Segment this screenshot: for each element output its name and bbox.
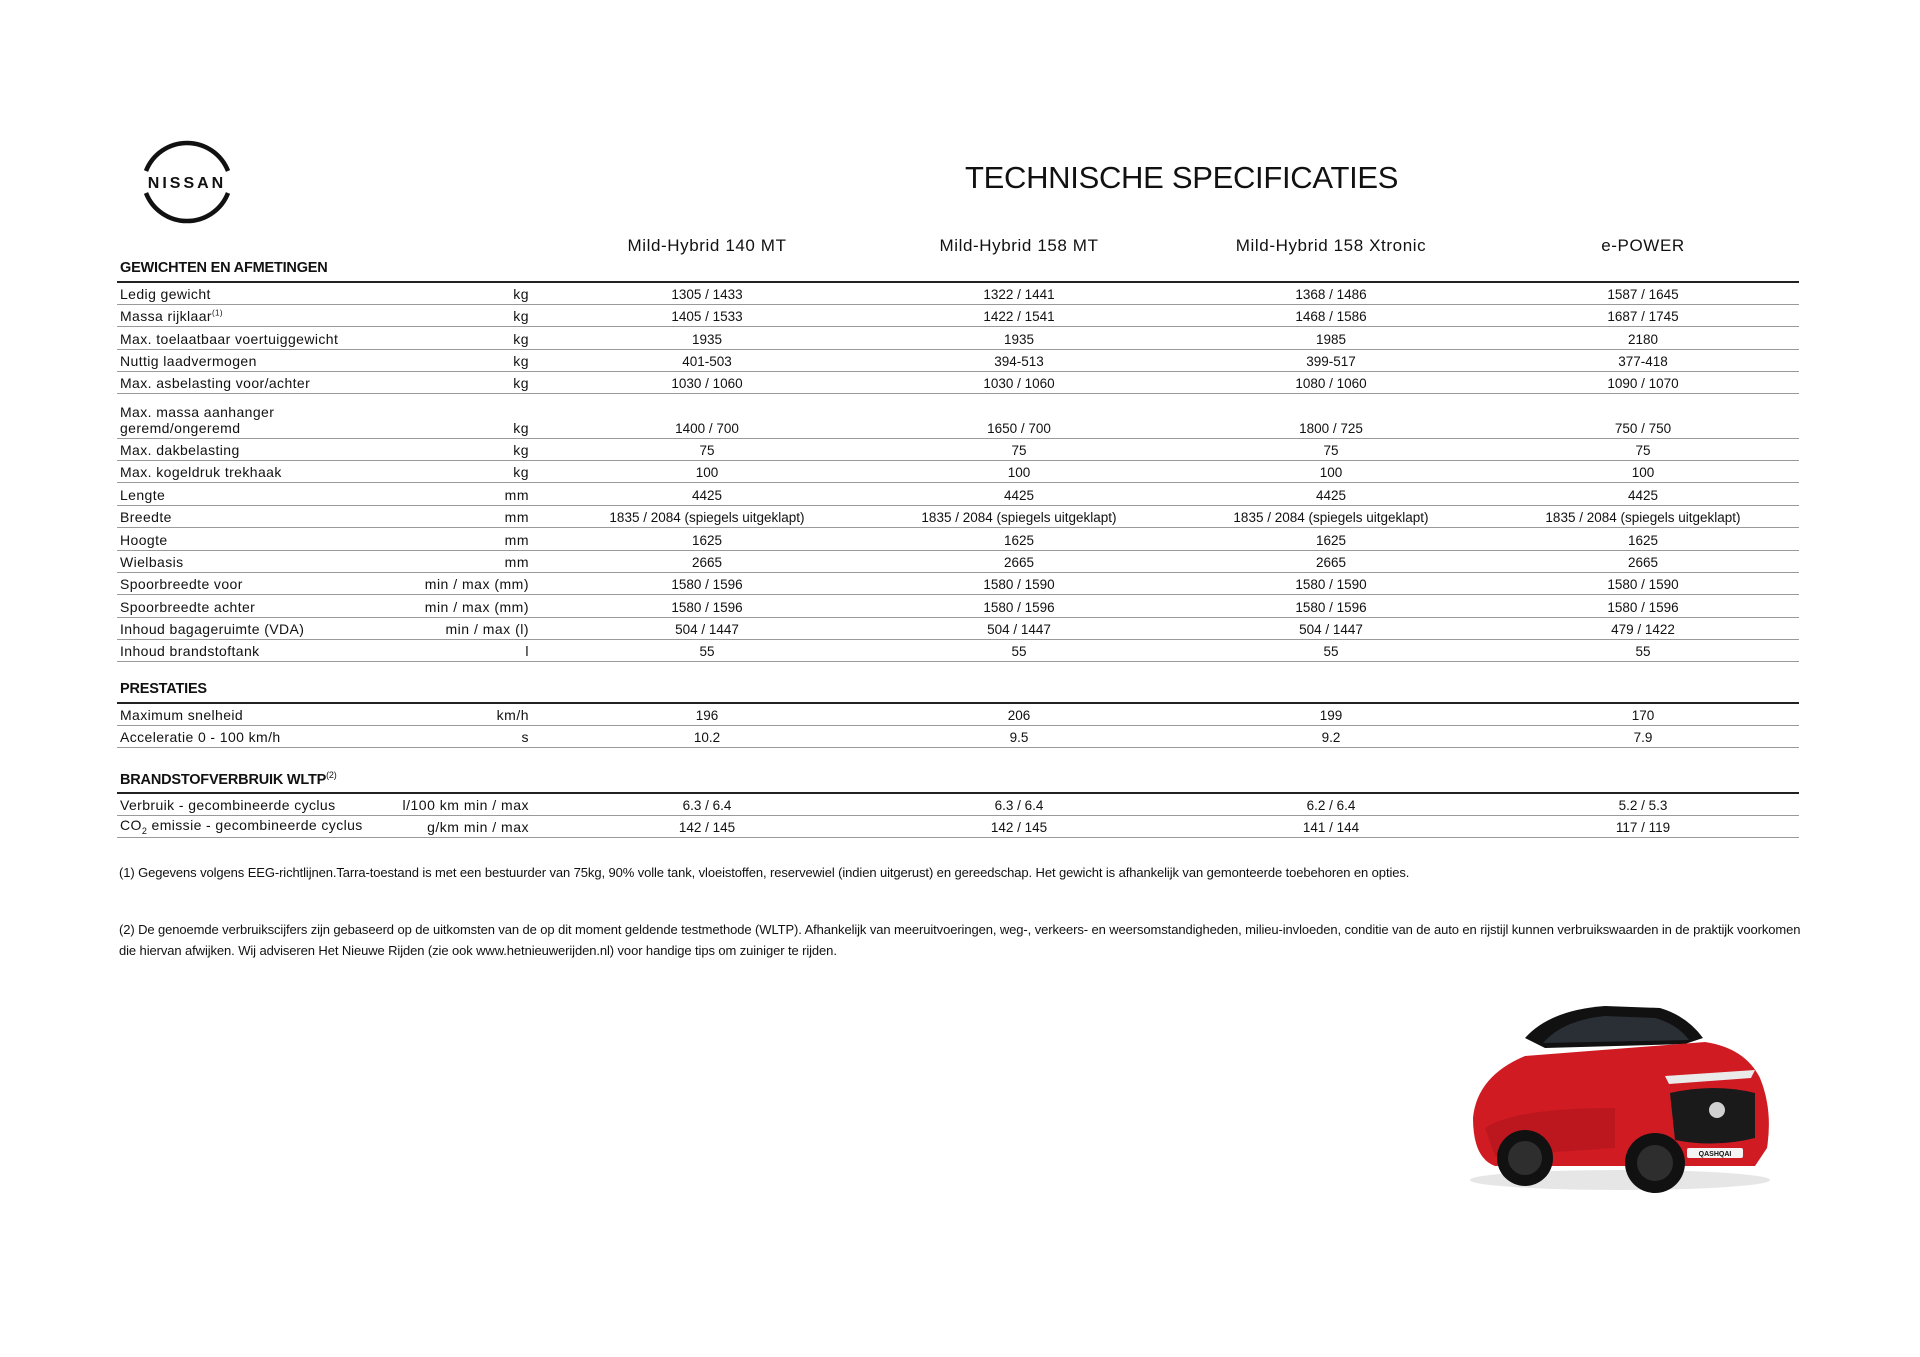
row-value: 100 bbox=[1631, 465, 1655, 481]
row-value: 1935 bbox=[1003, 331, 1035, 347]
row-value: 6.2 / 6.4 bbox=[1306, 798, 1356, 813]
row-value: 4425 bbox=[1315, 487, 1347, 503]
row-value: 1625 bbox=[691, 532, 723, 548]
row-value: 1305 / 1433 bbox=[671, 287, 743, 302]
table-row bbox=[117, 327, 1799, 350]
column-header: Mild-Hybrid 140 MT bbox=[627, 236, 787, 255]
row-unit: mm bbox=[504, 509, 529, 526]
row-label: Maximum snelheid bbox=[120, 707, 244, 723]
row-value: 4425 bbox=[1003, 487, 1035, 503]
row-unit: kg bbox=[513, 330, 529, 347]
row-label: Max. asbelasting voor/achter bbox=[120, 375, 311, 392]
row-value: 206 bbox=[1007, 708, 1031, 723]
row-label: Max. dakbelasting bbox=[120, 442, 240, 459]
section-title-consumption: BRANDSTOFVERBRUIK WLTP$^{(2)}$ bbox=[120, 770, 337, 788]
row-value: 100 bbox=[1007, 465, 1031, 481]
table-row bbox=[117, 572, 1799, 595]
row-unit: kg bbox=[513, 375, 529, 392]
car-badge: QASHQAI bbox=[1698, 1151, 1732, 1158]
footnote-1: (1) Gegevens volgens EEG-richtlijnen.Tarra-toestand is met een bestuurder van 75kg, 90% volle tank, vloeistoffen, reservewiel (indien uitgerust) en gereedschap. Het gewicht is afhankelijk van gemonteerde toebehoren en opties. bbox=[119, 865, 1410, 880]
row-value: 9.5 bbox=[1009, 730, 1029, 746]
row-value: 1030 / 1060 bbox=[671, 376, 743, 392]
row-label: Ledig gewicht bbox=[120, 286, 211, 302]
row-value: 2665 bbox=[1627, 554, 1659, 570]
row-label: Hoogte bbox=[120, 531, 168, 548]
table-row bbox=[117, 394, 1799, 439]
table-row bbox=[117, 505, 1799, 528]
table-row bbox=[117, 703, 1799, 726]
row-value: 1030 / 1060 bbox=[983, 376, 1055, 392]
row-value: 1835 / 2084 (spiegels uitgeklapt) bbox=[609, 510, 805, 526]
row-value: 141 / 144 bbox=[1302, 820, 1360, 836]
row-value: 394-513 bbox=[994, 354, 1044, 370]
row-value: 100 bbox=[695, 465, 719, 481]
column-header: Mild-Hybrid 158 Xtronic bbox=[1235, 236, 1427, 255]
row-value: 1835 / 2084 (spiegels uitgeklapt) bbox=[921, 510, 1117, 526]
row-unit: min / max (l) bbox=[445, 620, 529, 637]
row-value: 1625 bbox=[1003, 532, 1035, 548]
row-value: 1835 / 2084 (spiegels uitgeklapt) bbox=[1233, 510, 1429, 526]
row-value: 196 bbox=[695, 708, 719, 723]
row-value: 1090 / 1070 bbox=[1607, 376, 1679, 392]
row-unit: g/km min / max bbox=[427, 819, 529, 836]
row-value: 2665 bbox=[691, 554, 723, 570]
row-value: 399-517 bbox=[1306, 354, 1356, 370]
row-value: 1422 / 1541 bbox=[983, 309, 1055, 325]
row-unit: s bbox=[521, 729, 529, 746]
row-value: 1400 / 700 bbox=[675, 420, 739, 436]
table-row bbox=[117, 793, 1799, 816]
row-value: 401-503 bbox=[682, 354, 732, 370]
table-row bbox=[117, 725, 1799, 748]
row-value: 75 bbox=[1323, 443, 1339, 459]
section-title-performance: PRESTATIES bbox=[120, 681, 207, 697]
row-value: 55 bbox=[699, 644, 715, 660]
page-title: TECHNISCHE SPECIFICATIES bbox=[965, 160, 1399, 195]
footnote-2: (2) De genoemde verbruikscijfers zijn gebaseerd op de uitkomsten van de op dit moment geldende testmethode (WLTP). Afhankelijk van meeruitvoeringen, weg-, verkeers- en weersomstandigheden, milieu-invloeden, conditie van de auto en rijstijl kunnen verbruikswaarden in de praktijk voorkomen die hiervan afwijken. Wij adviseren Het Nieuwe Rijden (zie ook www.hetnieuwerijden.nl) voor handige tips om zuiniger te rijden. bbox=[119, 922, 1801, 958]
row-value: 199 bbox=[1319, 708, 1343, 723]
row-label: Max. toelaatbaar voertuiggewicht bbox=[120, 330, 339, 347]
table-row bbox=[117, 815, 1799, 838]
row-value: 750 / 750 bbox=[1614, 420, 1672, 436]
row-value: 377-418 bbox=[1618, 354, 1668, 370]
row-unit: kg bbox=[513, 442, 529, 459]
table-row bbox=[117, 304, 1799, 327]
row-label: Spoorbreedte voor bbox=[120, 576, 243, 593]
table-row bbox=[117, 550, 1799, 573]
row-value: 7.9 bbox=[1633, 730, 1653, 746]
row-value: 5.2 / 5.3 bbox=[1618, 798, 1668, 813]
row-unit: min / max (mm) bbox=[424, 598, 529, 615]
row-value: 117 / 119 bbox=[1615, 820, 1671, 836]
row-unit: kg bbox=[513, 353, 529, 370]
table-row bbox=[117, 639, 1799, 662]
car-image bbox=[1455, 998, 1785, 1198]
row-label: Max. kogeldruk trekhaak bbox=[120, 464, 282, 481]
table-row bbox=[117, 483, 1799, 506]
row-unit: min / max (mm) bbox=[424, 576, 529, 593]
row-label: $CO_2$ emissie - gecombineerde cyclus bbox=[120, 816, 363, 836]
table-row bbox=[117, 528, 1799, 551]
row-label: Inhoud brandstoftank bbox=[120, 643, 260, 660]
row-unit: l/100 km min / max bbox=[402, 797, 529, 813]
row-value: 55 bbox=[1323, 644, 1339, 660]
table-row bbox=[117, 438, 1799, 461]
row-value: 1405 / 1533 bbox=[671, 309, 743, 325]
row-unit: kg bbox=[513, 464, 529, 481]
row-unit: kg bbox=[513, 419, 529, 436]
row-value: 55 bbox=[1635, 644, 1651, 660]
row-value: 6.3 / 6.4 bbox=[682, 798, 732, 813]
nissan-logo bbox=[132, 137, 242, 227]
row-value: 1625 bbox=[1315, 532, 1347, 548]
column-header: Mild-Hybrid 158 MT bbox=[939, 236, 1099, 255]
row-label: Spoorbreedte achter bbox=[120, 598, 256, 615]
row-value: 1580 / 1590 bbox=[983, 577, 1055, 593]
row-value: 75 bbox=[1011, 443, 1027, 459]
row-value: 1650 / 700 bbox=[987, 420, 1051, 436]
row-value: 142 / 145 bbox=[678, 820, 736, 836]
row-label: Verbruik - gecombineerde cyclus bbox=[120, 797, 336, 813]
row-value: 4425 bbox=[1627, 487, 1659, 503]
table-row bbox=[117, 349, 1799, 372]
row-value: 1580 / 1596 bbox=[1295, 599, 1367, 615]
table-row bbox=[117, 595, 1799, 618]
row-value: 10.2 bbox=[693, 730, 721, 746]
row-value: 75 bbox=[1635, 443, 1651, 459]
row-unit: mm bbox=[504, 531, 529, 548]
table-row bbox=[117, 371, 1799, 394]
row-value: 1580 / 1590 bbox=[1295, 577, 1367, 593]
row-value: 1580 / 1590 bbox=[1607, 577, 1679, 593]
column-header: e-POWER bbox=[1601, 236, 1685, 255]
row-value: 1368 / 1486 bbox=[1295, 287, 1367, 302]
row-value: 75 bbox=[699, 443, 715, 459]
row-label: Max. massa aanhanger geremd/ongeremd bbox=[120, 403, 275, 436]
row-value: 1985 bbox=[1315, 331, 1347, 347]
row-value: 1580 / 1596 bbox=[1607, 599, 1679, 615]
row-value: 504 / 1447 bbox=[675, 621, 739, 637]
row-value: 1687 / 1745 bbox=[1607, 309, 1679, 325]
row-value: 1580 / 1596 bbox=[671, 577, 743, 593]
table-row bbox=[117, 282, 1799, 305]
row-label: Massa rijklaar$^{(1)}$ bbox=[120, 308, 223, 325]
row-label: Acceleratie 0 - 100 km/h bbox=[120, 729, 281, 746]
table-row bbox=[117, 460, 1799, 483]
row-value: 1580 / 1596 bbox=[671, 599, 743, 615]
row-label: Lengte bbox=[120, 486, 166, 503]
row-unit: kg bbox=[513, 308, 529, 325]
row-value: 2665 bbox=[1003, 554, 1035, 570]
table-row bbox=[117, 617, 1799, 640]
row-value: 170 bbox=[1631, 708, 1655, 723]
row-value: 1935 bbox=[691, 331, 723, 347]
section-title-weights: GEWICHTEN EN AFMETINGEN bbox=[120, 260, 328, 276]
row-value: 100 bbox=[1319, 465, 1343, 481]
row-value: 1468 / 1586 bbox=[1295, 309, 1367, 325]
row-value: 1580 / 1596 bbox=[983, 599, 1055, 615]
row-value: 4425 bbox=[691, 487, 723, 503]
row-unit: mm bbox=[504, 553, 529, 570]
row-unit: km/h bbox=[496, 707, 529, 723]
row-label: Nuttig laadvermogen bbox=[120, 353, 257, 370]
row-value: 1835 / 2084 (spiegels uitgeklapt) bbox=[1545, 510, 1741, 526]
row-value: 504 / 1447 bbox=[1299, 621, 1363, 637]
row-value: 9.2 bbox=[1321, 730, 1341, 746]
row-value: 479 / 1422 bbox=[1611, 621, 1675, 637]
row-value: 1322 / 1441 bbox=[983, 287, 1055, 302]
row-value: 1080 / 1060 bbox=[1295, 376, 1367, 392]
row-unit: kg bbox=[513, 286, 529, 302]
row-value: 1800 / 725 bbox=[1299, 420, 1363, 436]
row-label: Wielbasis bbox=[120, 553, 184, 570]
row-value: 1587 / 1645 bbox=[1607, 287, 1679, 302]
row-value: 142 / 145 bbox=[990, 820, 1048, 836]
row-unit: mm bbox=[504, 486, 529, 503]
row-label: Inhoud bagageruimte (VDA) bbox=[120, 620, 305, 637]
row-value: 2180 bbox=[1627, 331, 1659, 347]
row-value: 1625 bbox=[1627, 532, 1659, 548]
row-value: 55 bbox=[1011, 644, 1027, 660]
row-value: 504 / 1447 bbox=[987, 621, 1051, 637]
logo-text: NISSAN bbox=[147, 175, 227, 192]
row-unit: l bbox=[525, 643, 529, 660]
row-label: Breedte bbox=[120, 509, 172, 526]
row-value: 6.3 / 6.4 bbox=[994, 798, 1044, 813]
row-value: 2665 bbox=[1315, 554, 1347, 570]
